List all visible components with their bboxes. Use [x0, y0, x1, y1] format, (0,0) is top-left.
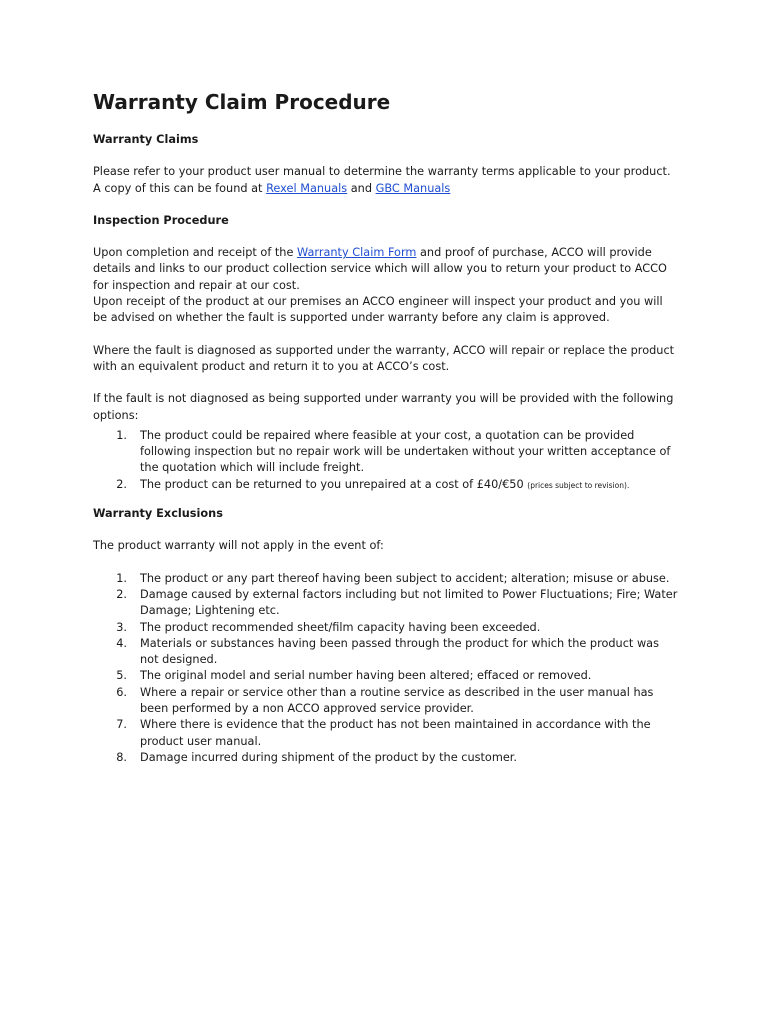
- list-item: [93, 750, 680, 766]
- list-item-number: 6.: [116, 685, 127, 699]
- inspection-paragraph-1: [93, 245, 680, 326]
- list-item: [93, 428, 680, 477]
- list-item-text: Where there is evidence that the product has not been maintained in accordance with the product user manual.: [140, 718, 651, 748]
- list-item-text: Damage incurred during shipment of the product by the customer.: [140, 750, 517, 764]
- exclusions-intro: The product warranty will not apply in the event of:: [93, 539, 384, 553]
- list-item: [93, 668, 680, 684]
- list-item-number: 8.: [116, 750, 127, 764]
- warranty-claims-and: and: [347, 181, 376, 195]
- inspection-text-after: and proof of purchase, ACCO will provide details and links to our product collection service which will allow you to return your product to ACCO for inspection and repair at our cost.: [93, 246, 667, 292]
- list-item: [93, 717, 680, 750]
- list-item: [93, 477, 680, 494]
- list-item-text: The product or any part thereof having been subject to accident; alteration; misuse or abuse.: [140, 571, 670, 585]
- list-item-number: 2.: [116, 587, 127, 601]
- list-item-number: 5.: [116, 669, 127, 683]
- inspection-text-before: Upon completion and receipt of the: [93, 246, 298, 260]
- list-item-number: 3.: [116, 620, 127, 634]
- list-item-text: The product could be repaired where feasible at your cost, a quotation can be provided following inspection but no repair work will be undertaken without your written acceptance of the quotation which will include freight.: [140, 428, 671, 475]
- inspection-procedure-heading: Inspection Procedure: [93, 213, 229, 227]
- warranty-claim-form-link[interactable]: Warranty Claim Form: [297, 246, 417, 260]
- list-item-text: The product recommended sheet/film capacity having been exceeded.: [140, 620, 541, 634]
- inspection-paragraph-2: Where the fault is diagnosed as supported under the warranty, ACCO will repair or replace the product with an equivalent product and return it to you at ACCO’s cost.: [93, 343, 675, 373]
- list-item: [93, 620, 680, 636]
- list-item-text-wrapper: [140, 477, 680, 494]
- list-item-text: The original model and serial number having been altered; effaced or removed.: [140, 669, 592, 683]
- price-note: (prices subject to revision).: [527, 480, 630, 490]
- list-item: [93, 636, 680, 669]
- rexel-manuals-link[interactable]: Rexel Manuals: [266, 181, 348, 195]
- list-item-number: 4.: [116, 636, 127, 650]
- list-item: [93, 571, 680, 587]
- list-item: [93, 685, 680, 718]
- list-item-text: The product can be returned to you unrepaired at a cost of £40/€50: [140, 477, 528, 491]
- list-item-text: Materials or substances having been passed through the product for which the product was not designed.: [140, 636, 659, 667]
- list-item-text: Where a repair or service other than a routine service as described in the user manual has been performed by a non ACCO approved service provider.: [140, 685, 654, 716]
- warranty-claims-text: Please refer to your product user manual to determine the warranty terms applicable to your product. A copy of this can be found at: [93, 165, 671, 195]
- options-list: [93, 428, 680, 494]
- page-title: Warranty Claim Procedure: [93, 90, 391, 114]
- warranty-claims-heading: Warranty Claims: [93, 133, 199, 146]
- exclusions-list: [93, 571, 680, 767]
- warranty-claims-paragraph: [93, 164, 680, 197]
- list-item-number: 1.: [116, 428, 127, 442]
- warranty-exclusions-heading: Warranty Exclusions: [93, 507, 223, 521]
- inspection-text-second: Upon receipt of the product at our premises an ACCO engineer will inspect your product and you will be advised on whether the fault is supported under warranty before any claim is approved.: [93, 295, 663, 325]
- list-item-number: 7.: [116, 718, 127, 732]
- list-item-number: 1.: [116, 571, 127, 585]
- list-item-number: 2.: [116, 477, 127, 491]
- list-item-text: Damage caused by external factors including but not limited to Power Fluctuations; Fire; Water Damage; Lightening etc.: [140, 587, 678, 618]
- inspection-paragraph-3: If the fault is not diagnosed as being supported under warranty you will be provided with the following options:: [93, 392, 674, 422]
- list-item: [93, 587, 680, 620]
- gbc-manuals-link[interactable]: GBC Manuals: [375, 181, 451, 195]
